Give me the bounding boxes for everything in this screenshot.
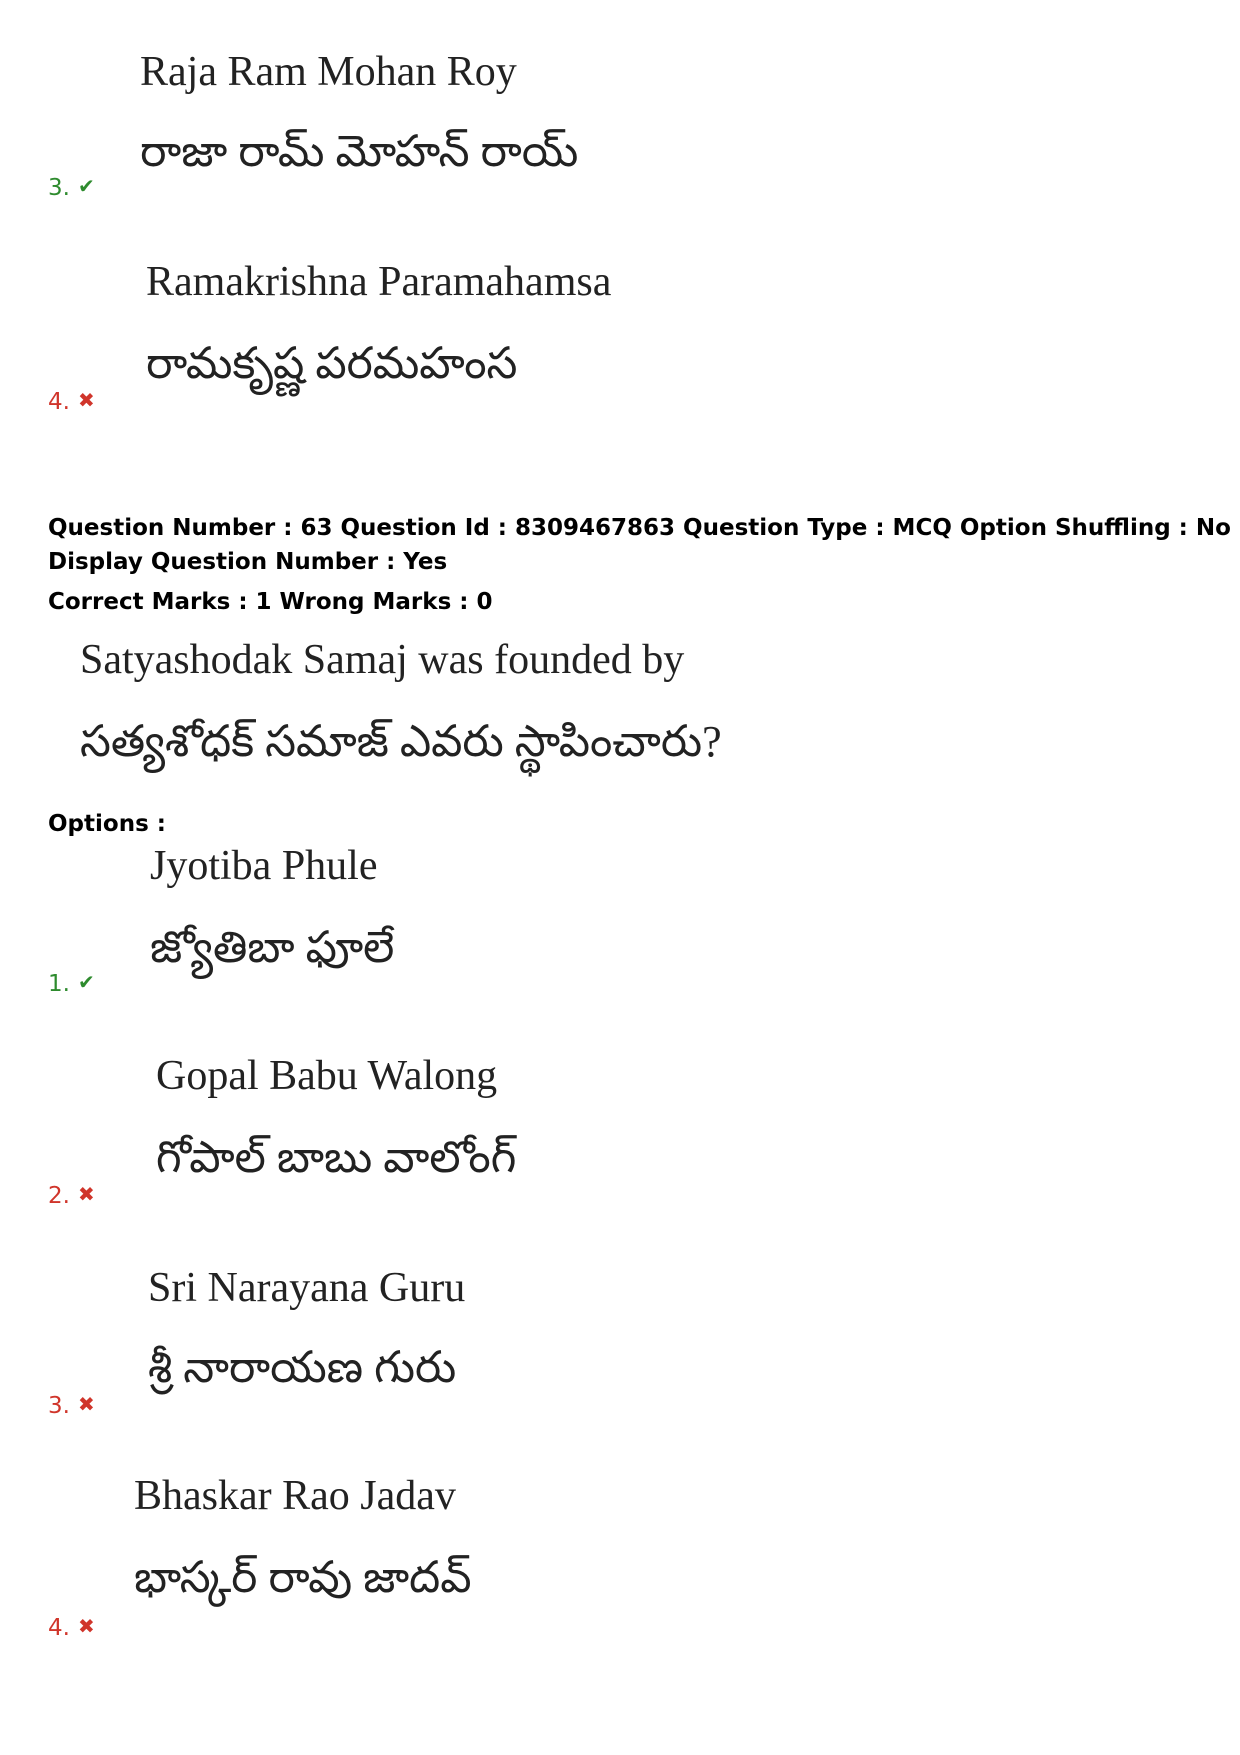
option-3-number: 3. [48,1393,70,1419]
option-2-marker [48,1182,95,1209]
prev-option-4-text-en: Ramakrishna Paramahamsa [146,259,612,305]
cross-icon: ✖ [77,1614,95,1638]
option-4-text-te: భాస్కర్ రావు జాదవ్ [134,1553,472,1602]
prev-option-3-text-te: రాజా రామ్ మోహన్ రాయ్ [140,127,579,176]
question-marks: Correct Marks : 1 Wrong Marks : 0 [48,589,493,615]
cross-icon: ✖ [77,1182,95,1206]
option-1-number: 1. [48,971,70,997]
option-3-marker [48,1392,95,1419]
option-4-text-en: Bhaskar Rao Jadav [134,1473,456,1519]
prev-option-4-number: 4. [48,389,70,415]
option-2-text-te: గోపాల్ బాబు వాలోంగ్ [156,1133,517,1182]
option-3-text-en: Sri Narayana Guru [148,1265,466,1311]
option-3-text-te: శ్రీ నారాయణ గురు [148,1343,457,1392]
prev-option-3-marker [48,174,95,201]
prev-option-4-text-te: రామకృష్ణ పరమహంస [146,339,518,388]
option-2-text-en: Gopal Babu Walong [156,1053,498,1099]
cross-icon: ✖ [77,388,95,412]
option-4-number: 4. [48,1615,70,1641]
check-icon: ✔ [77,970,95,994]
question-header-line2: Display Question Number : Yes [48,549,448,575]
question-text-te: సత్యశోధక్ సమాజ్ ఎవరు స్థాపించారు? [80,717,722,766]
cross-icon: ✖ [77,1392,95,1416]
prev-option-3-text-en: Raja Ram Mohan Roy [140,49,517,95]
options-label: Options : [48,811,166,837]
option-1-text-en: Jyotiba Phule [150,843,378,889]
prev-option-4-marker [48,388,95,415]
question-text-en: Satyashodak Samaj was founded by [80,637,685,683]
option-1-marker [48,970,95,997]
option-4-marker [48,1614,95,1641]
prev-option-3-number: 3. [48,175,70,201]
option-1-text-te: జ్యోతిబా ఫూలే [150,923,395,972]
option-2-number: 2. [48,1183,70,1209]
question-header-line1: Question Number : 63 Question Id : 8309467863 Question Type : MCQ Option Shuffling : No [48,515,1231,541]
check-icon: ✔ [77,174,95,198]
